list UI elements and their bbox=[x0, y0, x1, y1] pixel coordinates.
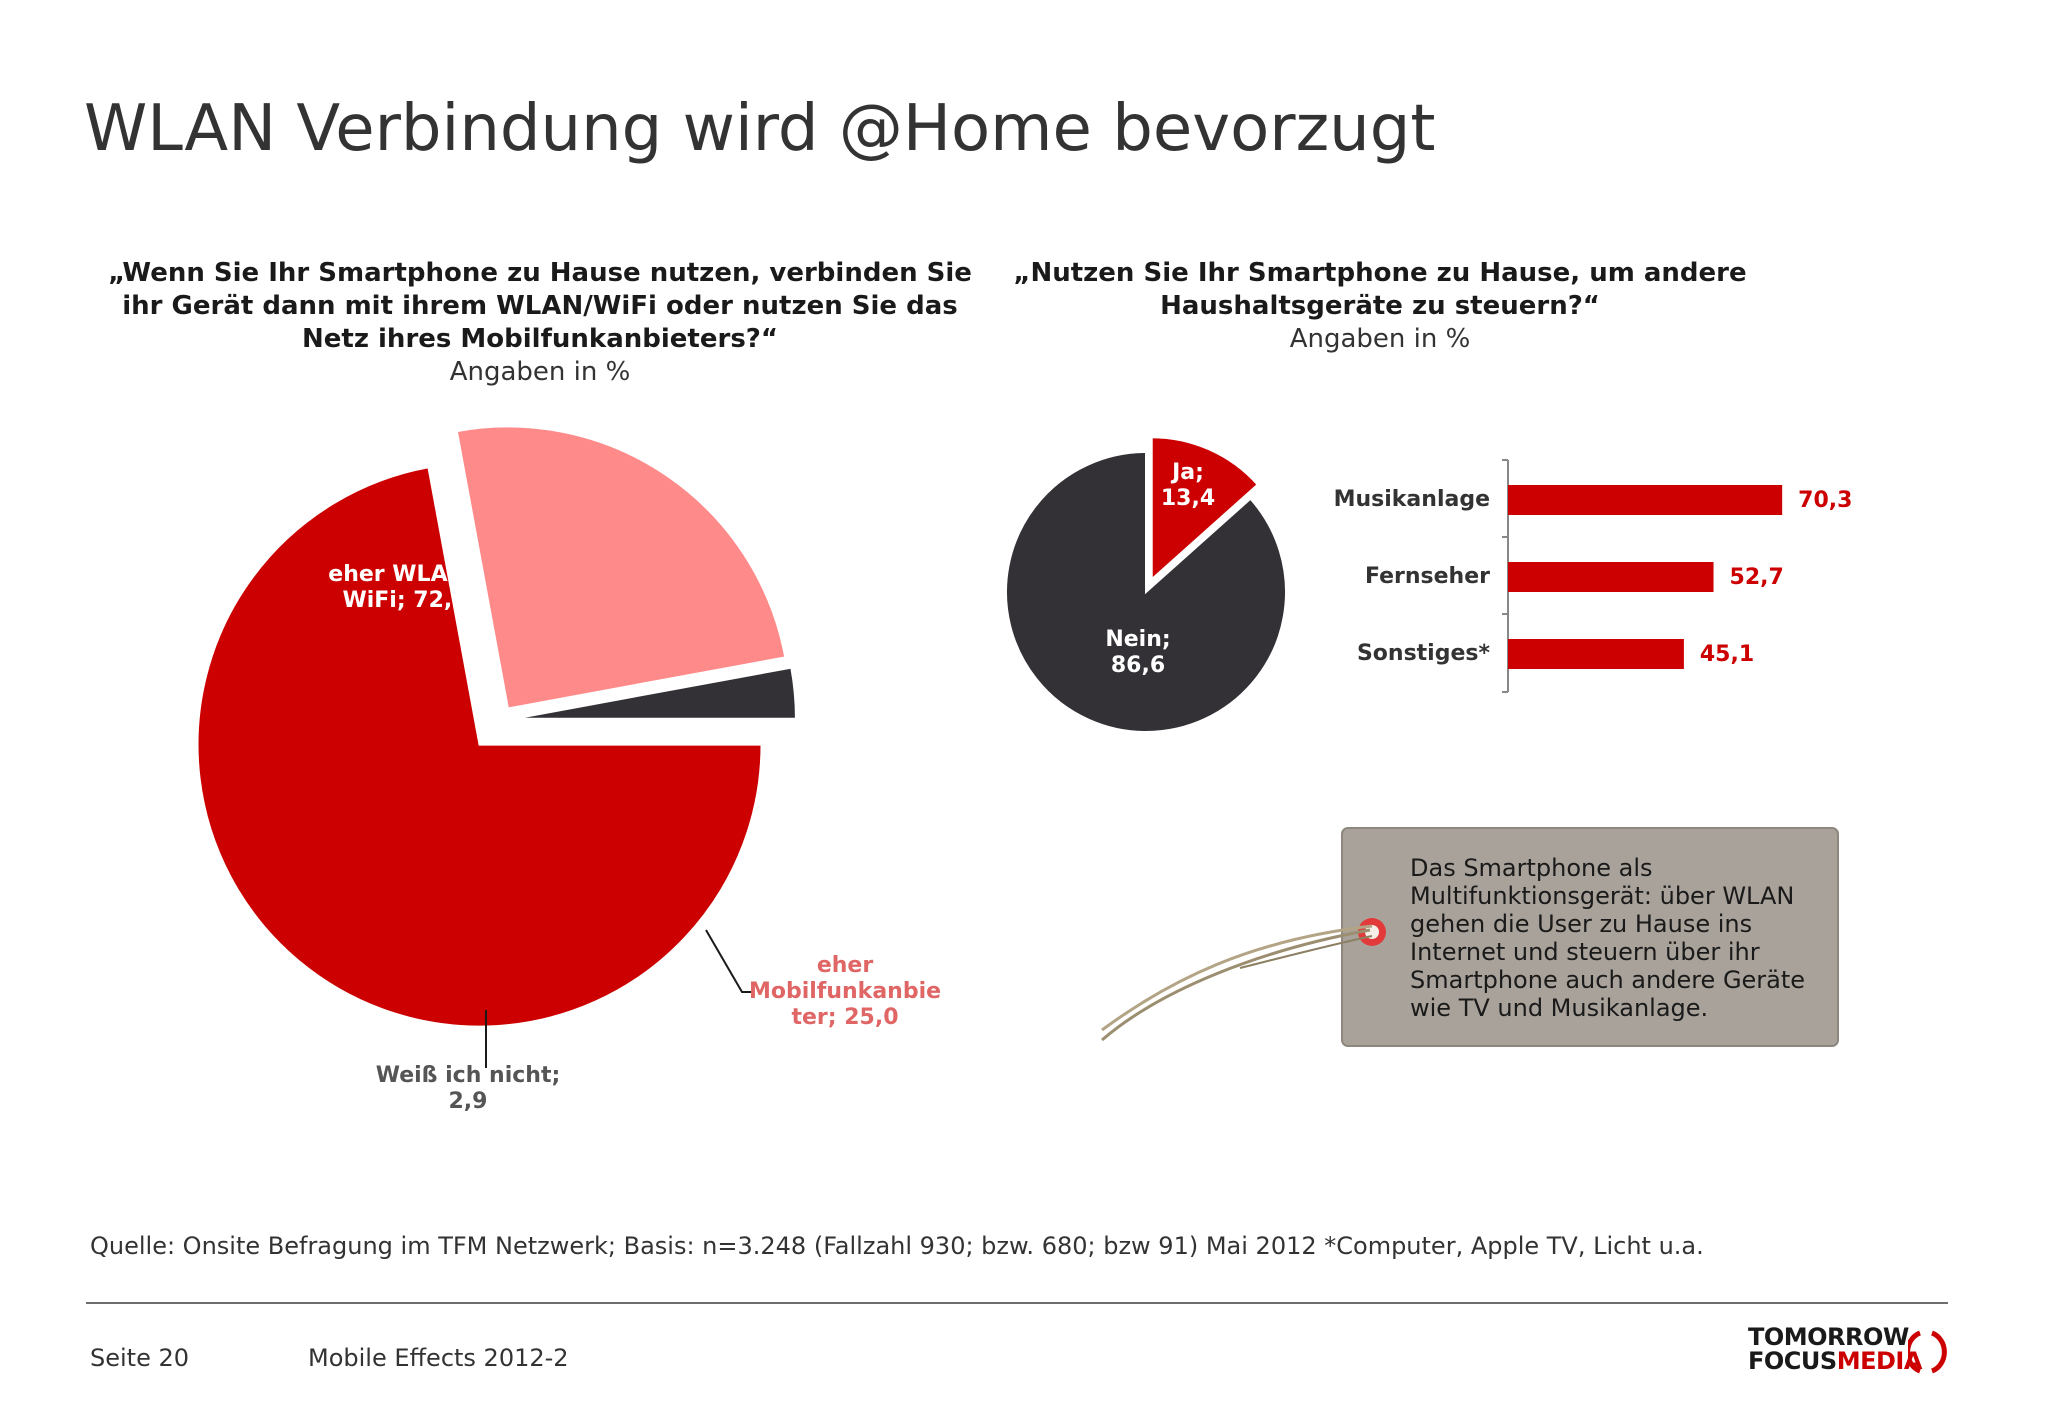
logo-ring-icon bbox=[1908, 1327, 1948, 1375]
label-line: 13,4 bbox=[1160, 486, 1216, 511]
pie2-subtitle: Angaben in % bbox=[1289, 324, 1471, 354]
label-line: WiFi; 72,1 bbox=[342, 588, 468, 613]
bar-category-label: Musikanlage bbox=[1333, 487, 1490, 512]
tag-note bbox=[1410, 854, 1830, 1022]
pie1-label-wlan bbox=[300, 562, 510, 614]
label-line: eher WLAN / bbox=[328, 562, 482, 587]
note-line: Smartphone auch andere Geräte bbox=[1410, 966, 1806, 994]
tag-string bbox=[1102, 926, 1372, 1030]
bar-value-label: 70,3 bbox=[1798, 488, 1853, 513]
pie1-question-line: „Wenn Sie Ihr Smartphone zu Hause nutzen, verbinden Sie bbox=[108, 258, 972, 288]
label-line: Nein; bbox=[1105, 627, 1171, 652]
pie2-question-line: Haushaltsgeräte zu steuern?“ bbox=[1160, 291, 1600, 321]
pie1-subtitle: Angaben in % bbox=[449, 357, 631, 387]
bar-category-label: Sonstiges* bbox=[1356, 641, 1490, 666]
note-line: Multifunktionsgerät: über WLAN bbox=[1410, 882, 1795, 910]
pie-chart-wlan bbox=[198, 426, 796, 1068]
note-line: wie TV und Musikanlage. bbox=[1410, 994, 1709, 1022]
pie1-label-weissnicht bbox=[358, 1063, 578, 1115]
page-number: Seite 20 bbox=[90, 1344, 190, 1372]
bar-value-label: 45,1 bbox=[1699, 642, 1755, 667]
label-line: Mobilfunkanbie bbox=[748, 979, 942, 1004]
pie-chart-steuern bbox=[1006, 437, 1286, 732]
pie2-label-nein bbox=[1088, 627, 1188, 679]
brand-logo bbox=[1748, 1325, 1948, 1375]
label-line: 86,6 bbox=[1110, 653, 1166, 678]
note-line: gehen die User zu Hause ins bbox=[1410, 910, 1753, 938]
document-name: Mobile Effects 2012-2 bbox=[308, 1344, 569, 1372]
note-line: Das Smartphone als bbox=[1410, 854, 1653, 882]
logo-media: MEDIA bbox=[1836, 1347, 1922, 1375]
bar bbox=[1508, 562, 1714, 592]
bar bbox=[1508, 639, 1684, 669]
bar-value-label: 52,7 bbox=[1729, 565, 1784, 590]
source-note: Quelle: Onsite Befragung im TFM Netzwerk; Basis: n=3.248 (Fallzahl 930; bzw. 680; bzw 91) Mai 2012 *Computer, Apple TV, Licht u.a. bbox=[90, 1232, 1704, 1260]
label-line: Ja; bbox=[1172, 460, 1204, 485]
pie1-question-line: ihr Gerät dann mit ihrem WLAN/WiFi oder nutzen Sie das bbox=[122, 291, 958, 321]
bar bbox=[1508, 485, 1782, 515]
logo-arc-left bbox=[1908, 1333, 1920, 1371]
label-line: ter; 25,0 bbox=[791, 1005, 899, 1030]
logo-focus: FOCUS bbox=[1748, 1347, 1837, 1375]
pie1-question-line: Netz ihres Mobilfunkanbieters?“ bbox=[302, 324, 778, 354]
logo-arc-right bbox=[1932, 1333, 1944, 1371]
pie2-question-line: „Nutzen Sie Ihr Smartphone zu Hause, um andere bbox=[1013, 258, 1747, 288]
pie2-label-ja bbox=[1148, 460, 1228, 512]
footer-divider bbox=[86, 1302, 1948, 1304]
pie1-label-mobil bbox=[740, 953, 950, 1031]
label-line: 2,9 bbox=[448, 1089, 488, 1114]
page-title: WLAN Verbindung wird @Home bevorzugt bbox=[84, 92, 1436, 166]
note-line: Internet und steuern über ihr bbox=[1410, 938, 1760, 966]
label-line: eher bbox=[816, 953, 874, 978]
bar-category-label: Fernseher bbox=[1364, 564, 1490, 589]
label-line: Weiß ich nicht; bbox=[375, 1063, 561, 1088]
logo-text: TOMORROW bbox=[1748, 1323, 1909, 1351]
